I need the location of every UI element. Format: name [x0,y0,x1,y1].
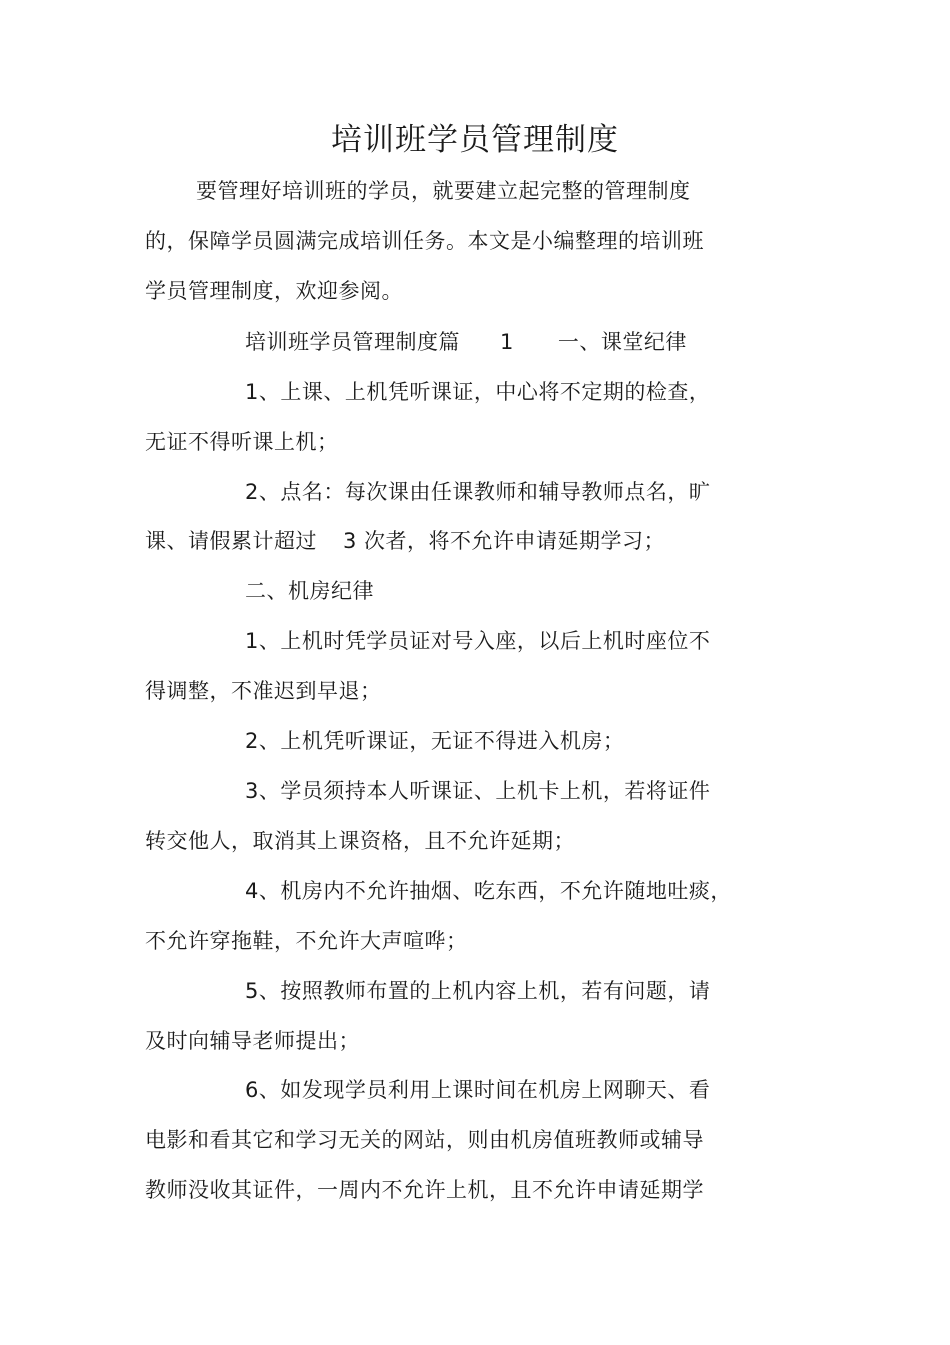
intro-line-3: 学员管理制度，欢迎参阅。 [145,279,403,303]
section-heading-number: 1 [500,330,514,354]
lab-rule-3-line-1: 3、学员须持本人听课证、上机卡上机，若将证件 [245,779,711,803]
lab-rule-5-line-2: 及时向辅导老师提出； [145,1029,360,1053]
lab-rule-6-line-3: 教师没收其证件，一周内不允许上机，且不允许申请延期学 [145,1178,704,1202]
classroom-rule-2-line-1: 2、点名：每次课由任课教师和辅导教师点名，旷 [245,480,711,504]
lab-rule-5-line-1: 5、按照教师布置的上机内容上机，若有问题，请 [245,979,711,1003]
lab-rule-3-line-2: 转交他人，取消其上课资格，且不允许延期； [145,829,575,853]
document-title: 培训班学员管理制度 [331,122,619,158]
classroom-rule-2-line-2a: 课、请假累计超过 [145,529,317,553]
intro-line-2: 的，保障学员圆满完成培训任务。本文是小编整理的培训班 [145,229,704,253]
lab-rule-6-line-2: 电影和看其它和学习无关的网站，则由机房值班教师或辅导 [145,1128,704,1152]
lab-rule-1-line-1: 1、上机时凭学员证对号入座，以后上机时座位不 [245,629,711,653]
classroom-rule-1-line-2: 无证不得听课上机； [145,430,339,454]
intro-line-1: 要管理好培训班的学员，就要建立起完整的管理制度 [196,179,691,203]
lab-rule-6-line-1: 6、如发现学员利用上课时间在机房上网聊天、看 [245,1078,711,1102]
section-heading [245,327,687,357]
lab-rule-1-line-2: 得调整，不准迟到早退； [145,679,382,703]
classroom-rule-2-line-2 [145,526,665,556]
classroom-rule-2-line-2b: 3 次者，将不允许申请延期学习； [343,529,666,553]
lab-rule-2-line-1: 2、上机凭听课证，无证不得进入机房； [245,729,625,753]
lab-rule-4-line-2: 不允许穿拖鞋，不允许大声喧哗； [145,929,468,953]
section-heading-title: 培训班学员管理制度篇 [245,330,460,354]
section-heading-subtitle: 一、课堂纪律 [557,330,687,354]
lab-rule-4-line-1: 4、机房内不允许抽烟、吃东西，不允许随地吐痰， [245,879,732,903]
lab-heading: 二、机房纪律 [245,579,374,603]
classroom-rule-1-line-1: 1、上课、上机凭听课证，中心将不定期的检查， [245,380,711,404]
